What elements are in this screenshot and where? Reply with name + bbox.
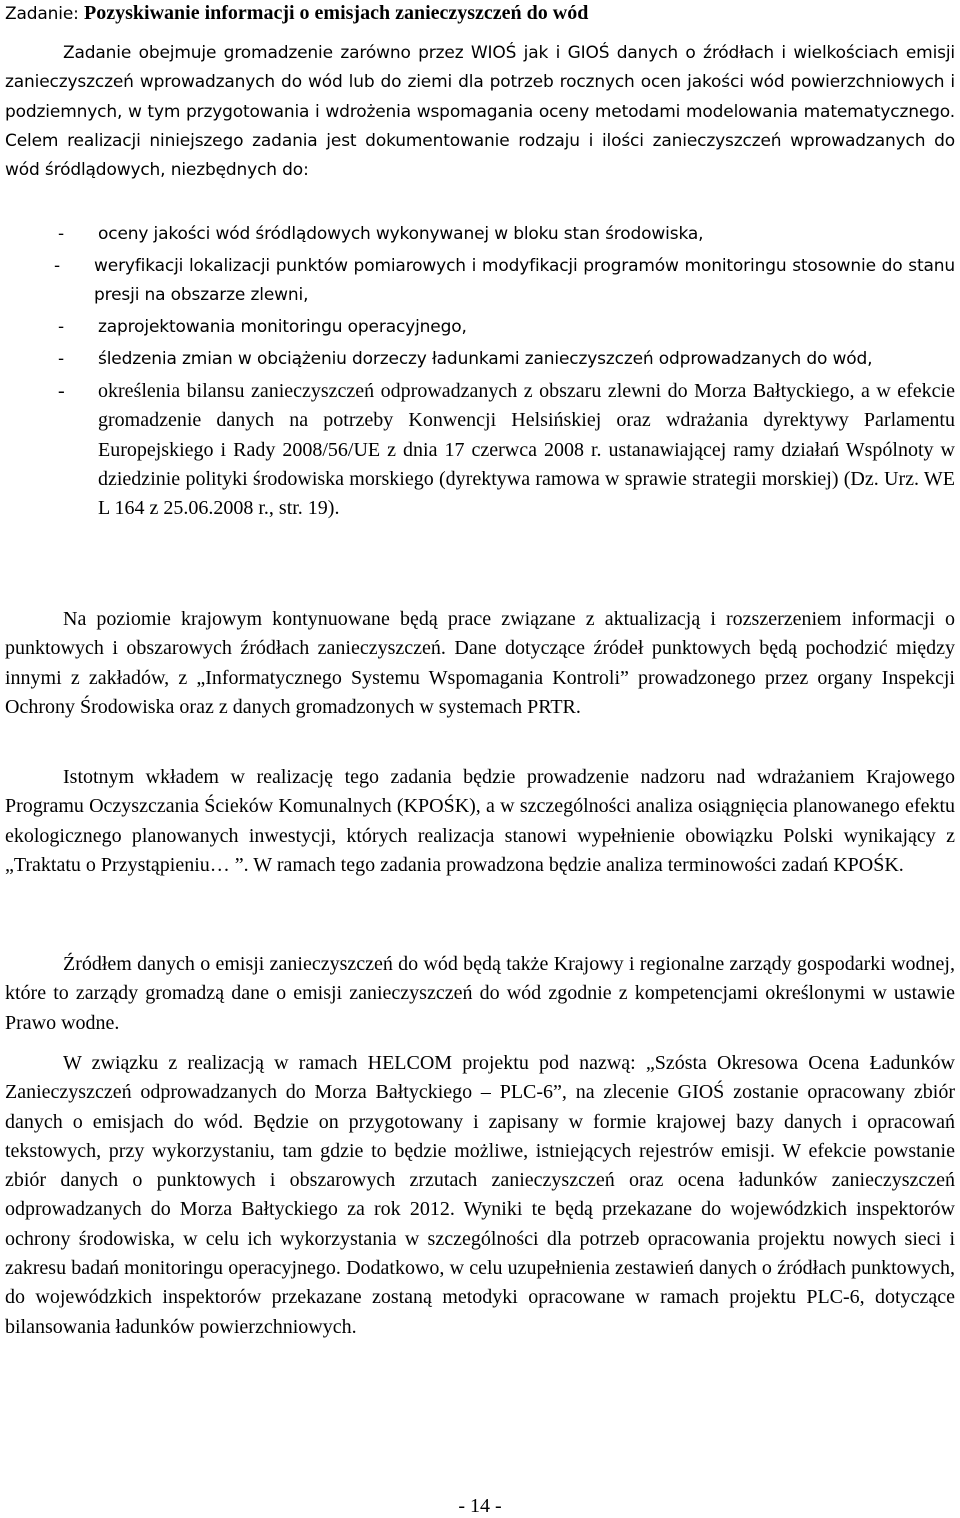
paragraph: W związku z realizacją w ramach HELCOM projektu pod nazwą: „Szósta Okresowa Ocena Ładunków Zanieczyszczeń odprowadzanych do Morza Bałtyckiego – PLC-6”, na zlecenie GIOŚ zostanie opracowany zbiór danych o emisjach do wód. Będzie on przygotowany i zapisany w formie krajowej bazy danych i opracowań tekstowych, przy wykorzystaniu, tam gdzie to będzie możliwe, istniejących rejestrów emisji. W efekcie powstanie zbiór danych o punktowych i obszarowych zrzutach zanieczyszczeń oraz ocena ładunków zanieczyszczeń odprowadzanych do Morza Bałtyckiego za rok 2012. Wyniki te będą przekazane do wojewódzkich inspektorów ochrony środowiska, w celu ich wykorzystania w szczególności dla potrzeb opracowania projektu nowych sieci i zakresu badań monitoringu operacyjnego. Dodatkowo, w celu uzupełnienia zestawień danych o źródłach punktowych, do wojewódzkich inspektorów przekazane zostaną metodyki opracowane w ramach projektu PLC-6, dotyczące bilansowania ładunków powierzchniowych.	[5, 1052, 955, 1338]
intro-paragraph: Zadanie obejmuje gromadzenie zarówno przez WIOŚ jak i GIOŚ danych o źródłach i wielkościach emisji zanieczyszczeń wprowadzanych do wód lub do ziemi dla potrzeb rocznych ocen jakości wód powierzchniowych i podziemnych, w tym przygotowania i wdrożenia wspomagania oceny metodami modelowania matematycznego. Celem realizacji niniejszego zadania jest dokumentowanie rodzaju i ilości zanieczyszczeń wprowadzanych do wód śródlądowych, niezbędnych do:	[5, 43, 955, 181]
list-item	[5, 220, 955, 249]
list-item-text: określenia bilansu zanieczyszczeń odprowadzanych z obszaru zlewni do Morza Bałtyckiego, a w efekcie gromadzenie danych na potrzeby Konwencji Helsińskiej oraz wdrażania dyrektywy Parlamentu Europejskiego i Rady 2008/56/UE z dnia 17 czerwca 2008 r. ustanawiającej ramy działań Wspólnoty w dziedzinie polityki środowiska morskiego (dyrektywa ramowa w sprawie strategii morskiej) (Dz. Urz. WE L 164 z 25.06.2008 r., str. 19).	[98, 380, 955, 520]
list-dash: -	[54, 256, 60, 276]
list-item-text: śledzenia zmian w obciążeniu dorzeczy ładunkami zanieczyszczeń odprowadzanych do wód,	[98, 349, 873, 369]
list-item	[5, 252, 955, 310]
paragraph: Istotnym wkładem w realizację tego zadania będzie prowadzenie nadzoru nad wdrażaniem Krajowego Programu Oczyszczania Ścieków Komunalnych (KPOŚK), a w szczególności analiza osiągnięcia planowanego efektu ekologicznego planowanych inwestycji, których realizacja stanowi wypełnienie obowiązku Polski wynikający z „Traktatu o Przystąpieniu… ”. W ramach tego zadania prowadzona będzie analiza terminowości zadań KPOŚK.	[5, 766, 955, 876]
paragraph: Źródłem danych o emisji zanieczyszczeń do wód będą także Krajowy i regionalne zarządy gospodarki wodnej, które to zarządy gromadzą dane o emisji zanieczyszczeń do wód zgodnie z kompetencjami określonymi w ustawie Prawo wodne.	[5, 953, 955, 1034]
section-heading	[5, 2, 588, 25]
list-item-text: weryfikacji lokalizacji punktów pomiarowych i modyfikacji programów monitoringu stosownie do stanu presji na obszarze zlewni,	[94, 256, 955, 305]
list-item	[5, 345, 955, 374]
list-dash: -	[58, 317, 64, 337]
page-number: - 14 -	[458, 1495, 502, 1517]
list-dash: -	[58, 224, 64, 244]
heading-title: Pozyskiwanie informacji o emisjach zanieczyszczeń do wód	[84, 2, 589, 24]
paragraph: Na poziomie krajowym kontynuowane będą prace związane z aktualizacją i rozszerzeniem informacji o punktowych i obszarowych źródłach zanieczyszczeń. Dane dotyczące źródeł punktowych będą pochodzić między innymi z zakładów, z „Informatycznego Systemu Wspomagania Kontroli” prowadzonego przez organy Inspekcji Ochrony Środowiska oraz z danych gromadzonych w systemach PRTR.	[5, 608, 955, 718]
list-item-text: zaprojektowania monitoringu operacyjnego,	[98, 317, 467, 337]
purpose-list	[5, 220, 955, 523]
list-dash: -	[58, 380, 65, 402]
list-dash: -	[58, 349, 64, 369]
list-item	[5, 313, 955, 342]
list-item-text: oceny jakości wód śródlądowych wykonywanej w bloku stan środowiska,	[98, 224, 704, 244]
heading-prefix: Zadanie:	[5, 4, 85, 24]
list-item	[5, 377, 955, 523]
